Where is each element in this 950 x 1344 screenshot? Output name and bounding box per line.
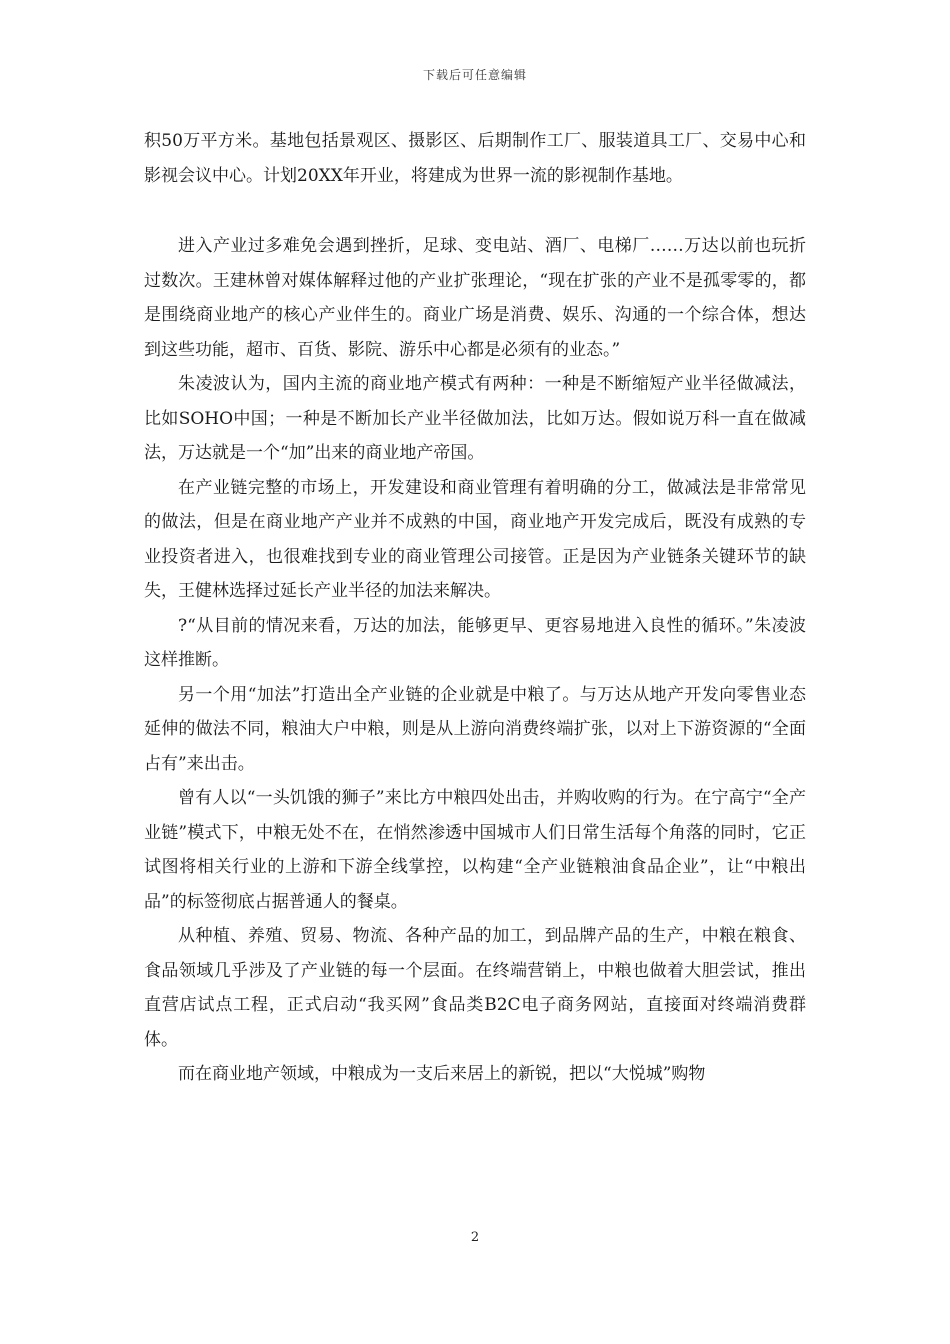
paragraph: 曾有人以“一头饥饿的狮子”来比方中粮四处出击，并购收购的行为。在宁高宁“全产业链”模式下，中粮无处不在，在悄然渗透中国城市人们日常生活每个角落的同时，它正试图将相关行业的上游和下游全线掌控，以构建“全产业链粮油食品企业”，让“中粮出品”的标签彻底占据普通人的餐桌。	[144, 788, 806, 912]
paragraph: 在产业链完整的市场上，开发建设和商业管理有着明确的分工，做减法是非常常见的做法，但是在商业地产产业并不成熟的中国，商业地产开发完成后，既没有成熟的专业投资者进入，也很难找到专业的商业管理公司接管。正是因为产业链条关键环节的缺失，王健林选择过延长产业半径的加法来解决。	[144, 477, 806, 601]
document-body	[144, 124, 806, 1092]
paragraph: 进入产业过多难免会遇到挫折，足球、变电站、酒厂、电梯厂……万达以前也玩折过数次。王建林曾对媒体解释过他的产业扩张理论，“现在扩张的产业不是孤零零的，都是围绕商业地产的核心产业伴生的。商业广场是消费、娱乐、沟通的一个综合体，想达到这些功能，超市、百货、影院、游乐中心都是必须有的业态。”	[144, 236, 806, 360]
page-header: 下载后可任意编辑	[422, 68, 527, 82]
page-number: 2	[470, 1230, 480, 1245]
paragraph-gap	[144, 193, 806, 229]
paragraph: ?“从目前的情况来看，万达的加法，能够更早、更容易地进入良性的循环。”朱凌波这样推断。	[144, 615, 806, 670]
paragraph: 朱凌波认为，国内主流的商业地产模式有两种：一种是不断缩短产业半径做减法，比如SOHO中国；一种是不断加长产业半径做加法，比如万达。假如说万科一直在做减法，万达就是一个“加”出来的商业地产帝国。	[144, 374, 806, 463]
paragraph-continuation: 积50万平方米。基地包括景观区、摄影区、后期制作工厂、服装道具工厂、交易中心和影视会议中心。计划20XX年开业，将建成为世界一流的影视制作基地。	[144, 131, 806, 186]
paragraph: 另一个用“加法”打造出全产业链的企业就是中粮了。与万达从地产开发向零售业态延伸的做法不同，粮油大户中粮，则是从上游向消费终端扩张，以对上下游资源的“全面占有”来出击。	[144, 684, 806, 774]
paragraph: 从种植、养殖、贸易、物流、各种产品的加工，到品牌产品的生产，中粮在粮食、食品领域几乎涉及了产业链的每一个层面。在终端营销上，中粮也做着大胆尝试，推出直营店试点工程，正式启动“我买网”食品类B2C电子商务网站，直接面对终端消费群体。	[144, 926, 806, 1050]
paragraph: 而在商业地产领域，中粮成为一支后来居上的新锐，把以“大悦城”购物	[178, 1064, 706, 1084]
